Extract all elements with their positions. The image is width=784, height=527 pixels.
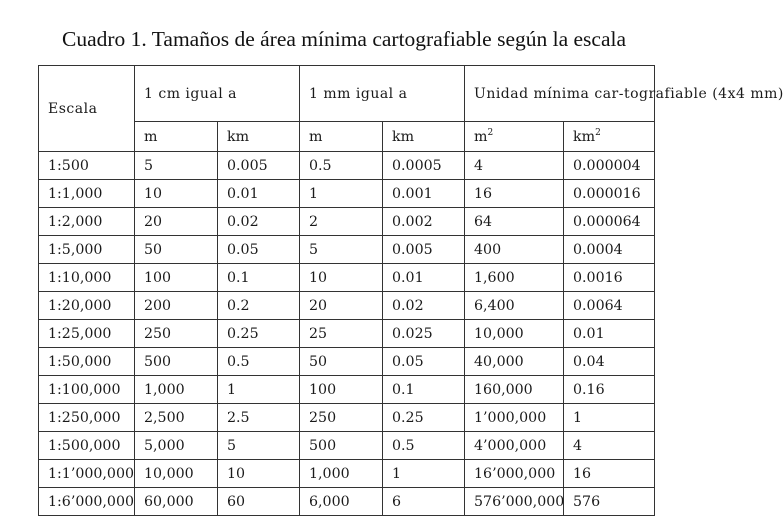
cell-cm-m: 5,000 (135, 432, 218, 460)
cell-mm-m: 500 (300, 432, 383, 460)
cell-km2: 1 (564, 404, 655, 432)
table-row (39, 404, 655, 432)
cell-m2: 40,000 (465, 348, 564, 376)
cell-m2: 10,000 (465, 320, 564, 348)
table-row (39, 376, 655, 404)
cell-cm-km: 0.5 (218, 348, 300, 376)
subheader-km2 (564, 122, 655, 152)
cell-km2: 16 (564, 460, 655, 488)
table-caption: Cuadro 1. Tamaños de área mínima cartografiable según la escala (61, 27, 627, 51)
cell-cm-km: 0.01 (218, 180, 300, 208)
cell-mm-km: 0.1 (383, 376, 465, 404)
cell-mm-km: 0.002 (383, 208, 465, 236)
cell-km2: 576 (564, 488, 655, 516)
cell-mm-km: 0.025 (383, 320, 465, 348)
cell-mm-m: 5 (300, 236, 383, 264)
cell-mm-km: 0.5 (383, 432, 465, 460)
cell-cm-km: 0.005 (218, 152, 300, 180)
cell-escala: 1:100,000 (39, 376, 135, 404)
table-row (39, 264, 655, 292)
subheader-cm-km: km (218, 122, 300, 152)
cell-m2: 64 (465, 208, 564, 236)
cell-cm-m: 200 (135, 292, 218, 320)
cell-km2: 0.000004 (564, 152, 655, 180)
cell-cm-m: 1,000 (135, 376, 218, 404)
table-row (39, 180, 655, 208)
cell-cm-m: 10 (135, 180, 218, 208)
cell-escala: 1:20,000 (39, 292, 135, 320)
cell-cm-km: 10 (218, 460, 300, 488)
cell-mm-m: 6,000 (300, 488, 383, 516)
cell-m2: 16’000,000 (465, 460, 564, 488)
cell-mm-m: 10 (300, 264, 383, 292)
subheader-mm-km: km (383, 122, 465, 152)
header-escala: Escala (39, 66, 135, 152)
cell-m2: 16 (465, 180, 564, 208)
cell-mm-km: 0.01 (383, 264, 465, 292)
cell-cm-km: 0.25 (218, 320, 300, 348)
cell-m2: 1,600 (465, 264, 564, 292)
table-row (39, 348, 655, 376)
cell-cm-km: 0.05 (218, 236, 300, 264)
cell-cm-km: 2.5 (218, 404, 300, 432)
cell-mm-m: 1 (300, 180, 383, 208)
cell-mm-km: 0.25 (383, 404, 465, 432)
cell-cm-m: 20 (135, 208, 218, 236)
cell-km2: 0.0064 (564, 292, 655, 320)
header-mm: 1 mm igual a (300, 66, 465, 122)
cell-escala: 1:250,000 (39, 404, 135, 432)
cell-escala: 1:50,000 (39, 348, 135, 376)
cell-mm-km: 0.0005 (383, 152, 465, 180)
cell-cm-m: 50 (135, 236, 218, 264)
cell-escala: 1:1’000,000 (39, 460, 135, 488)
unit-km: km (573, 128, 596, 145)
cell-escala: 1:5,000 (39, 236, 135, 264)
cell-m2: 1’000,000 (465, 404, 564, 432)
cell-km2: 0.0004 (564, 236, 655, 264)
cell-m2: 6,400 (465, 292, 564, 320)
cell-m2: 160,000 (465, 376, 564, 404)
cell-km2: 0.0016 (564, 264, 655, 292)
cell-escala: 1:500 (39, 152, 135, 180)
cell-m2: 576’000,000 (465, 488, 564, 516)
cell-mm-m: 100 (300, 376, 383, 404)
cell-mm-m: 1,000 (300, 460, 383, 488)
cell-cm-km: 0.1 (218, 264, 300, 292)
cell-escala: 1:10,000 (39, 264, 135, 292)
cell-km2: 0.01 (564, 320, 655, 348)
unit-m: m (474, 128, 488, 145)
cell-escala: 1:6’000,000 (39, 488, 135, 516)
cell-cm-m: 500 (135, 348, 218, 376)
table-row (39, 432, 655, 460)
cell-m2: 4’000,000 (465, 432, 564, 460)
table-row (39, 320, 655, 348)
cell-mm-km: 1 (383, 460, 465, 488)
table-row (39, 460, 655, 488)
cell-escala: 1:25,000 (39, 320, 135, 348)
scale-table (38, 65, 784, 516)
cell-cm-km: 5 (218, 432, 300, 460)
cell-mm-m: 20 (300, 292, 383, 320)
cell-m2: 4 (465, 152, 564, 180)
cell-km2: 0.000016 (564, 180, 655, 208)
exponent: 2 (595, 127, 601, 138)
cell-cm-km: 0.2 (218, 292, 300, 320)
cell-mm-km: 0.02 (383, 292, 465, 320)
subheader-mm-m: m (300, 122, 383, 152)
header-cm: 1 cm igual a (135, 66, 300, 122)
cell-mm-m: 2 (300, 208, 383, 236)
cell-escala: 1:500,000 (39, 432, 135, 460)
exponent: 2 (487, 127, 494, 138)
cell-cm-m: 60,000 (135, 488, 218, 516)
cell-mm-km: 0.001 (383, 180, 465, 208)
subheader-cm-m: m (135, 122, 218, 152)
cell-m2: 400 (465, 236, 564, 264)
header-row (39, 66, 655, 122)
cell-cm-m: 10,000 (135, 460, 218, 488)
cell-cm-km: 0.02 (218, 208, 300, 236)
subheader-m2 (465, 122, 564, 152)
cell-mm-m: 250 (300, 404, 383, 432)
table-row (39, 208, 655, 236)
cell-km2: 0.000064 (564, 208, 655, 236)
cell-mm-km: 6 (383, 488, 465, 516)
table-row (39, 292, 655, 320)
cell-escala: 1:2,000 (39, 208, 135, 236)
header-unit: Unidad mínima car-tografiable (4x4 mm) (465, 66, 655, 122)
cell-cm-m: 100 (135, 264, 218, 292)
table-row (39, 236, 655, 264)
cell-cm-m: 2,500 (135, 404, 218, 432)
cell-mm-m: 50 (300, 348, 383, 376)
cell-cm-km: 60 (218, 488, 300, 516)
cell-mm-km: 0.005 (383, 236, 465, 264)
cell-escala: 1:1,000 (39, 180, 135, 208)
table-row (39, 488, 655, 516)
cell-km2: 0.16 (564, 376, 655, 404)
cell-km2: 4 (564, 432, 655, 460)
table-row (39, 152, 655, 180)
cell-mm-m: 25 (300, 320, 383, 348)
cell-km2: 0.04 (564, 348, 655, 376)
cell-cm-m: 5 (135, 152, 218, 180)
cell-cm-km: 1 (218, 376, 300, 404)
cell-mm-km: 0.05 (383, 348, 465, 376)
cell-mm-m: 0.5 (300, 152, 383, 180)
cell-cm-m: 250 (135, 320, 218, 348)
